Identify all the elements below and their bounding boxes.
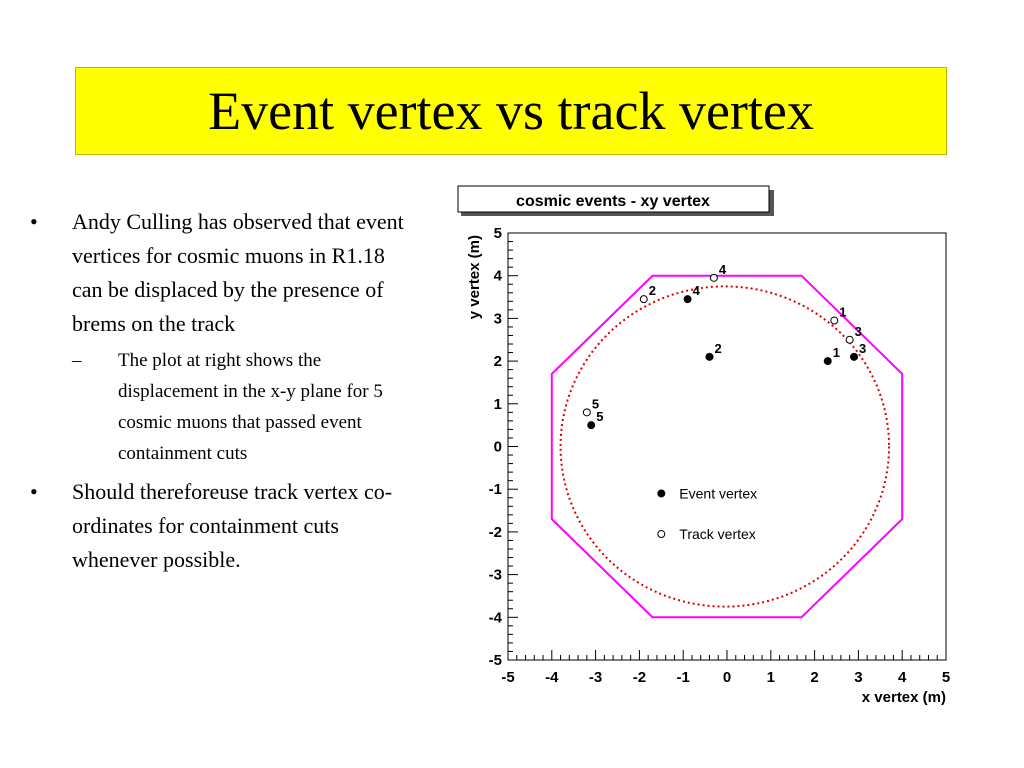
octagon-boundary xyxy=(552,276,902,618)
point-label: 1 xyxy=(839,304,847,320)
bullet-text: Andy Culling has observed that event vertices for cosmic muons in R1.18 can be displaced by the presence of brems on the track xyxy=(72,209,404,336)
point-label: 4 xyxy=(718,261,727,277)
point-label: 1 xyxy=(832,345,840,361)
chart-title: cosmic events - xy vertex xyxy=(516,193,710,210)
point-label: 2 xyxy=(714,340,722,356)
y-axis-label: y vertex (m) xyxy=(466,235,483,320)
x-tick-label: -2 xyxy=(632,669,647,686)
y-tick-label: -5 xyxy=(488,652,502,669)
track-vertex-point xyxy=(710,274,717,281)
x-tick-label: 3 xyxy=(854,669,863,686)
sub-bullet-text: The plot at right shows the displacement in the x-y plane for 5 cosmic muons that passed event containment cuts xyxy=(118,350,383,464)
event-vertex-point xyxy=(706,353,713,360)
x-axis-label: x vertex (m) xyxy=(861,689,946,706)
x-tick-label: 5 xyxy=(941,669,951,686)
sub-bullet-marker: – xyxy=(72,350,82,371)
track-vertex-point xyxy=(831,317,838,324)
x-tick-label: -4 xyxy=(545,669,559,686)
slide-title: Event vertex vs track vertex xyxy=(208,81,814,141)
point-label: 3 xyxy=(859,340,867,356)
point-label: 3 xyxy=(854,323,862,339)
x-tick-label: 2 xyxy=(810,669,819,686)
x-tick-label: -1 xyxy=(676,669,690,686)
y-tick-label: 3 xyxy=(493,310,502,328)
legend-marker xyxy=(658,531,665,538)
scatter-chart xyxy=(455,180,975,720)
x-tick-label: 0 xyxy=(722,669,732,686)
y-tick-label: -2 xyxy=(488,523,502,541)
event-vertex-point xyxy=(588,422,595,429)
legend-marker xyxy=(658,490,665,497)
event-vertex-point xyxy=(824,358,831,365)
y-tick-label: -4 xyxy=(488,609,502,627)
point-label: 2 xyxy=(648,283,657,299)
bullet-item xyxy=(30,475,420,577)
bullet-marker: • xyxy=(30,209,38,234)
containment-circle xyxy=(561,286,890,606)
y-tick-label: -3 xyxy=(488,566,502,584)
bullet-text: Should thereforeuse track vertex co-ordinates for containment cuts whenever possible. xyxy=(72,479,393,572)
point-label: 5 xyxy=(591,396,600,412)
plot-frame xyxy=(508,233,946,660)
event-vertex-point xyxy=(851,353,858,360)
bullet-item xyxy=(30,205,420,341)
y-tick-label: 2 xyxy=(493,353,502,371)
y-tick-label: 1 xyxy=(493,395,502,413)
legend-label: Event vertex xyxy=(679,485,758,502)
event-vertex-point xyxy=(684,296,691,303)
y-tick-label: 5 xyxy=(493,225,502,242)
x-tick-label: 4 xyxy=(898,669,907,686)
x-tick-label: 1 xyxy=(766,669,775,686)
title-box xyxy=(75,67,947,155)
track-vertex-point xyxy=(846,336,853,343)
x-tick-label: -3 xyxy=(588,669,603,686)
y-tick-label: -1 xyxy=(488,481,502,499)
point-label: 5 xyxy=(596,409,604,425)
track-vertex-point xyxy=(640,296,647,303)
track-vertex-point xyxy=(583,409,590,416)
point-label: 4 xyxy=(692,283,700,299)
y-tick-label: 4 xyxy=(493,267,502,285)
legend-label: Track vertex xyxy=(679,526,756,543)
x-tick-label: -5 xyxy=(501,669,515,686)
sub-bullet-item xyxy=(72,345,420,469)
y-tick-label: 0 xyxy=(493,438,502,456)
bullet-list xyxy=(30,205,420,581)
bullet-marker: • xyxy=(30,479,38,504)
